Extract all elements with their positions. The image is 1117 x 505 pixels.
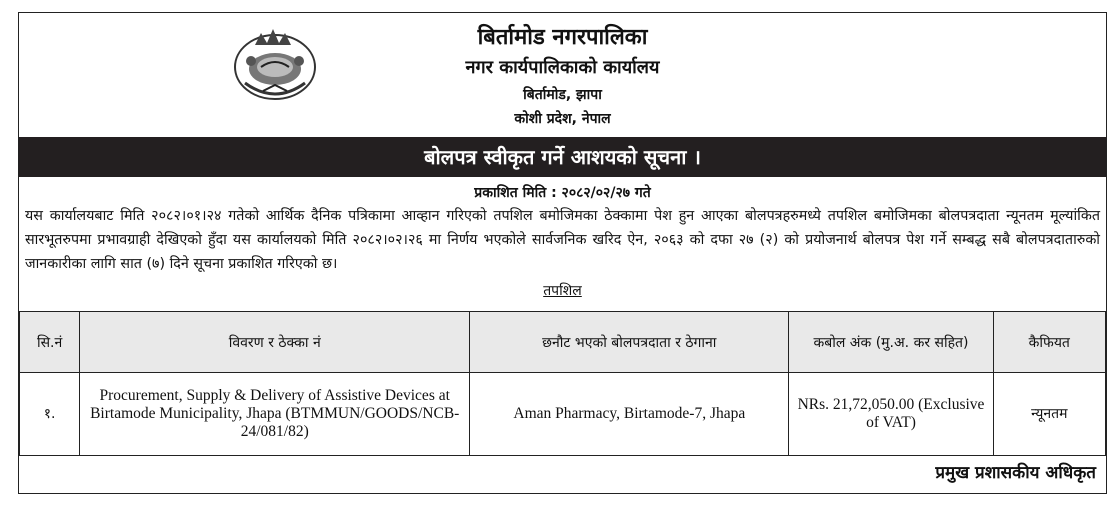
office-location: बिर्तामोड, झापा	[523, 87, 602, 103]
signatory-title: प्रमुख प्रशासकीय अधिकृत	[935, 463, 1096, 483]
office-subtitle: नगर कार्यपालिकाको कार्यालय	[465, 57, 660, 78]
cell-sn: १.	[20, 373, 80, 456]
table-heading-text: तपशिल	[543, 283, 582, 299]
notice-body-text: यस कार्यालयबाट मिति २०८२।०१।२४ गतेको आर्थिक दैनिक पत्रिकामा आव्हान गरिएको तपशिल बमोजिमका ठेक्कामा पेश हुन आएका बोलपत्रहरुमध्ये तपशिल बमोजिमका बोलपत्रदाता न्यूनतम मूल्यांकित सारभूतरुपमा प्रभावग्राही देखिएको हुँदा यस कार्यालयको मिति २०८२।०२।२६ मा निर्णय भएकोले सार्वजनिक खरिद ऐन, २०६३ को दफा २७ (२) को प्रयोजनार्थ बोलपत्र पेश गर्ने सम्बद्ध सबै बोलपत्रदातारुको जानकारीका लागि सात (७) दिने सूचना प्रकाशित गरिएको छ।	[25, 208, 1101, 272]
notice-header	[19, 13, 1106, 135]
bid-table	[19, 311, 1106, 456]
notice-document	[18, 12, 1107, 494]
table-row	[20, 373, 1106, 456]
cell-bidder: Aman Pharmacy, Birtamode-7, Jhapa	[470, 373, 789, 456]
col-header-remarks: कैफियत	[993, 312, 1105, 373]
col-header-sn: सि.नं	[20, 312, 80, 373]
office-name: बिर्तामोड नगरपालिका	[477, 25, 648, 50]
table-header-row	[20, 312, 1106, 373]
table-heading	[19, 281, 1106, 300]
published-date: प्रकाशित मिति : २०८२/०२/२७ गते	[474, 185, 651, 201]
cell-amount: NRs. 21,72,050.00 (Exclusive of VAT)	[789, 373, 993, 456]
office-province: कोशी प्रदेश, नेपाल	[514, 111, 611, 127]
col-header-amount: कबोल अंक (मु.अ. कर सहित)	[789, 312, 993, 373]
cell-description: Procurement, Supply & Delivery of Assistive Devices at Birtamode Municipality, Jhapa (BTMMUN/GOODS/NCB-24/081/82)	[80, 373, 470, 456]
col-header-description: विवरण र ठेक्का नं	[80, 312, 470, 373]
cell-remarks: न्यूनतम	[993, 373, 1105, 456]
col-header-bidder: छनौट भएको बोलपत्रदाता र ठेगाना	[470, 312, 789, 373]
notice-title-banner: बोलपत्र स्वीकृत गर्ने आशयको सूचना ।	[19, 137, 1106, 177]
